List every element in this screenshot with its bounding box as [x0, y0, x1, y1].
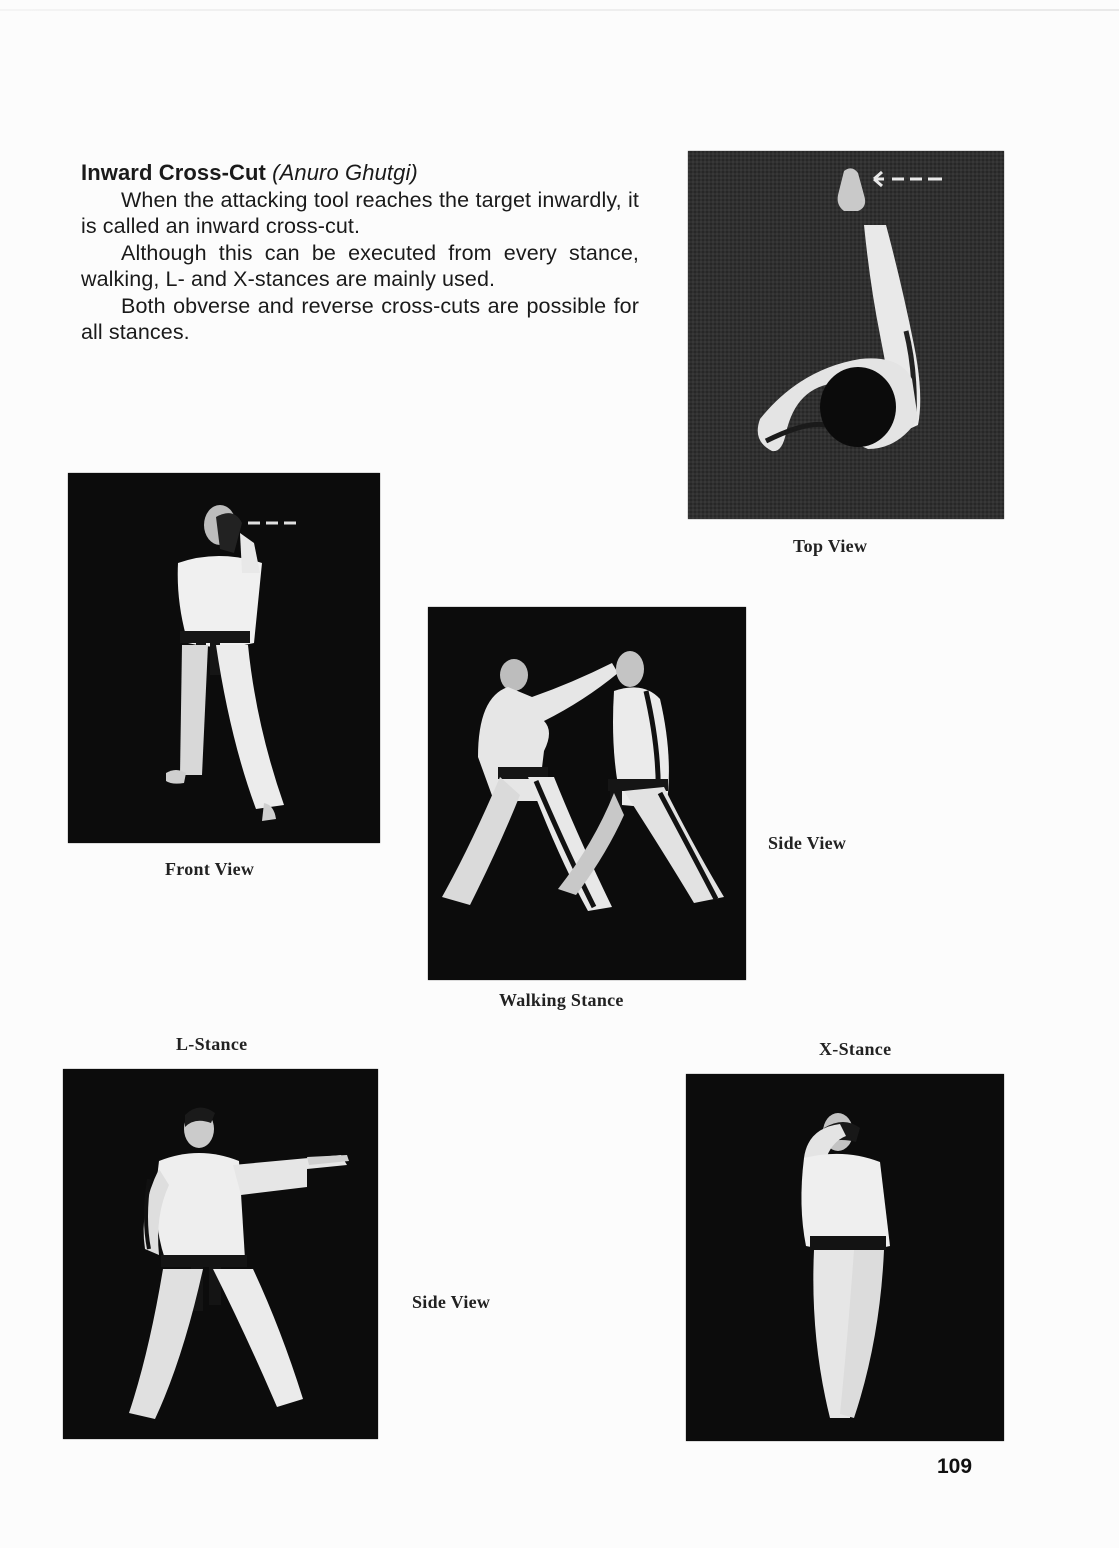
caption-l-stance-side-view: Side View [412, 1292, 491, 1312]
figure-top-view-illustration [688, 151, 1004, 519]
paragraph-2: Although this can be executed from every stance, walking, L- and X-stances are mainly used. [81, 240, 639, 291]
photo-l-stance [63, 1069, 378, 1439]
page-number: 109 [937, 1455, 973, 1478]
figure-walking-stance-illustration [428, 607, 746, 980]
caption-top-view: Top View [793, 536, 868, 556]
figure-l-stance-illustration [63, 1069, 378, 1439]
photo-front-view [68, 473, 380, 843]
paragraph-1: When the attacking tool reaches the target inwardly, it is called an inward cross-cut. [81, 187, 639, 238]
caption-x-stance: X-Stance [819, 1039, 892, 1059]
caption-l-stance: L-Stance [176, 1034, 248, 1054]
section-text [81, 160, 639, 346]
section-title-text: Inward Cross-Cut [81, 160, 266, 185]
caption-walking-stance: Walking Stance [499, 990, 624, 1010]
section-title [81, 160, 639, 187]
scan-artifact-line [0, 9, 1119, 11]
dashed-arrow-icon [874, 172, 942, 186]
figure-front-view-illustration [68, 473, 380, 843]
photo-walking-stance [428, 607, 746, 980]
dashed-arrow-icon [233, 517, 296, 531]
section-native-term: (Anuro Ghutgi) [272, 160, 418, 185]
figure-x-stance-illustration [686, 1074, 1004, 1441]
caption-walking-side-view: Side View [768, 833, 847, 853]
paragraph-3: Both obverse and reverse cross-cuts are possible for all stances. [81, 293, 639, 344]
caption-front-view: Front View [165, 859, 255, 879]
photo-x-stance [686, 1074, 1004, 1441]
photo-top-view [688, 151, 1004, 519]
